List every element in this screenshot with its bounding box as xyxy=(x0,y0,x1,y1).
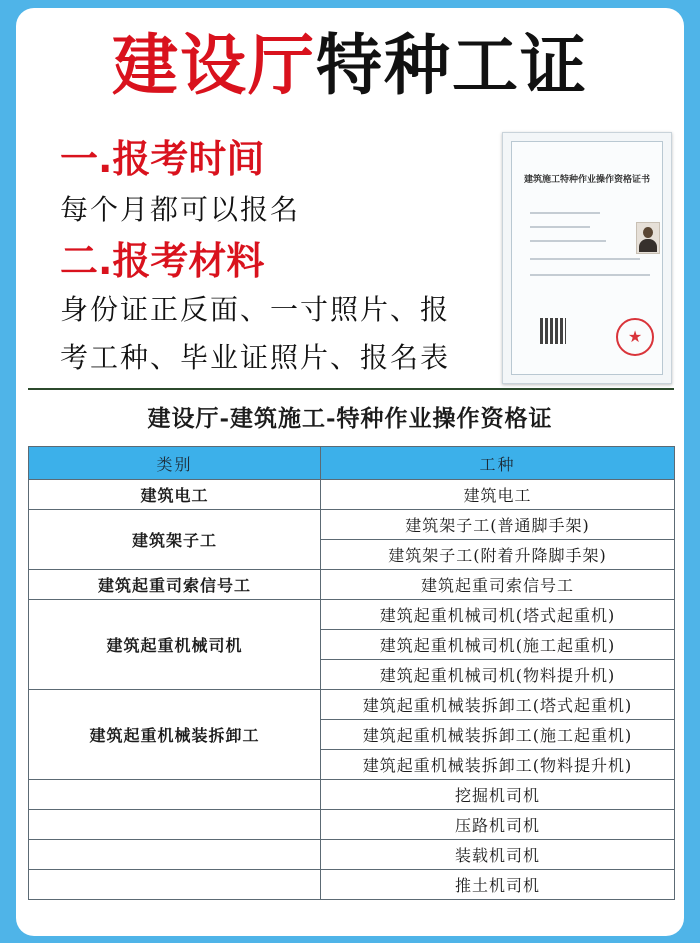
table-row xyxy=(29,570,675,600)
table-row xyxy=(29,810,675,840)
category-cell: 建筑起重机械司机 xyxy=(29,600,321,690)
certificate-text-line xyxy=(530,226,590,228)
certificate-text-line xyxy=(530,212,600,214)
table-row xyxy=(29,690,675,720)
category-cell: 建筑电工 xyxy=(29,480,321,510)
job-cell: 装载机司机 xyxy=(321,840,675,870)
job-cell: 建筑起重司索信号工 xyxy=(321,570,675,600)
column-header-job: 工种 xyxy=(321,447,675,480)
section2-line1: 身份证正反面、一寸照片、报 xyxy=(60,293,451,326)
title-black-part: 特种工证 xyxy=(316,27,588,104)
table-row xyxy=(29,480,675,510)
job-cell: 挖掘机司机 xyxy=(321,780,675,810)
job-cell: 建筑起重机械装拆卸工(物料提升机) xyxy=(321,750,675,780)
certificate-image xyxy=(502,132,672,384)
section-divider xyxy=(28,388,674,390)
certificate-photo xyxy=(636,222,660,254)
category-cell xyxy=(29,870,321,900)
table-body xyxy=(29,480,675,900)
certificate-text-line xyxy=(530,240,606,242)
section2-line2: 考工种、毕业证照片、报名表 xyxy=(60,341,451,374)
certificate-title: 建筑施工特种作业操作资格证书 xyxy=(523,175,650,185)
table-header-row xyxy=(29,447,675,480)
table-row xyxy=(29,840,675,870)
category-cell xyxy=(29,840,321,870)
official-seal-icon: ★ xyxy=(616,318,654,356)
title-red-part: 建设厅 xyxy=(112,27,316,104)
section1-heading: 一.报考时间 xyxy=(60,137,265,181)
table-row xyxy=(29,870,675,900)
column-header-category: 类别 xyxy=(29,447,321,480)
job-cell: 推土机司机 xyxy=(321,870,675,900)
job-cell: 建筑起重机械装拆卸工(塔式起重机) xyxy=(321,690,675,720)
table-row xyxy=(29,780,675,810)
category-cell: 建筑起重司索信号工 xyxy=(29,570,321,600)
job-cell: 建筑起重机械装拆卸工(施工起重机) xyxy=(321,720,675,750)
certificate-text-line xyxy=(530,258,640,260)
category-cell: 建筑起重机械装拆卸工 xyxy=(29,690,321,780)
job-cell: 建筑架子工(普通脚手架) xyxy=(321,510,675,540)
table-row xyxy=(29,510,675,540)
job-cell: 建筑架子工(附着升降脚手架) xyxy=(321,540,675,570)
category-cell xyxy=(29,780,321,810)
job-cell: 建筑起重机械司机(施工起重机) xyxy=(321,630,675,660)
table-title: 建设厅-建筑施工-特种作业操作资格证 xyxy=(147,405,553,432)
qr-code-icon xyxy=(540,318,566,344)
photo-body xyxy=(639,239,657,252)
certificate-frame xyxy=(511,141,663,375)
category-cell: 建筑架子工 xyxy=(29,510,321,570)
photo-head xyxy=(643,227,653,238)
section2-heading: 二.报考材料 xyxy=(60,239,265,283)
certificate-text-line xyxy=(530,274,650,276)
job-cell: 压路机司机 xyxy=(321,810,675,840)
job-cell: 建筑起重机械司机(塔式起重机) xyxy=(321,600,675,630)
qualification-table xyxy=(28,446,675,900)
job-cell: 建筑电工 xyxy=(321,480,675,510)
section1-text: 每个月都可以报名 xyxy=(60,193,301,226)
page-title xyxy=(0,28,700,104)
category-cell xyxy=(29,810,321,840)
table-row xyxy=(29,600,675,630)
job-cell: 建筑起重机械司机(物料提升机) xyxy=(321,660,675,690)
